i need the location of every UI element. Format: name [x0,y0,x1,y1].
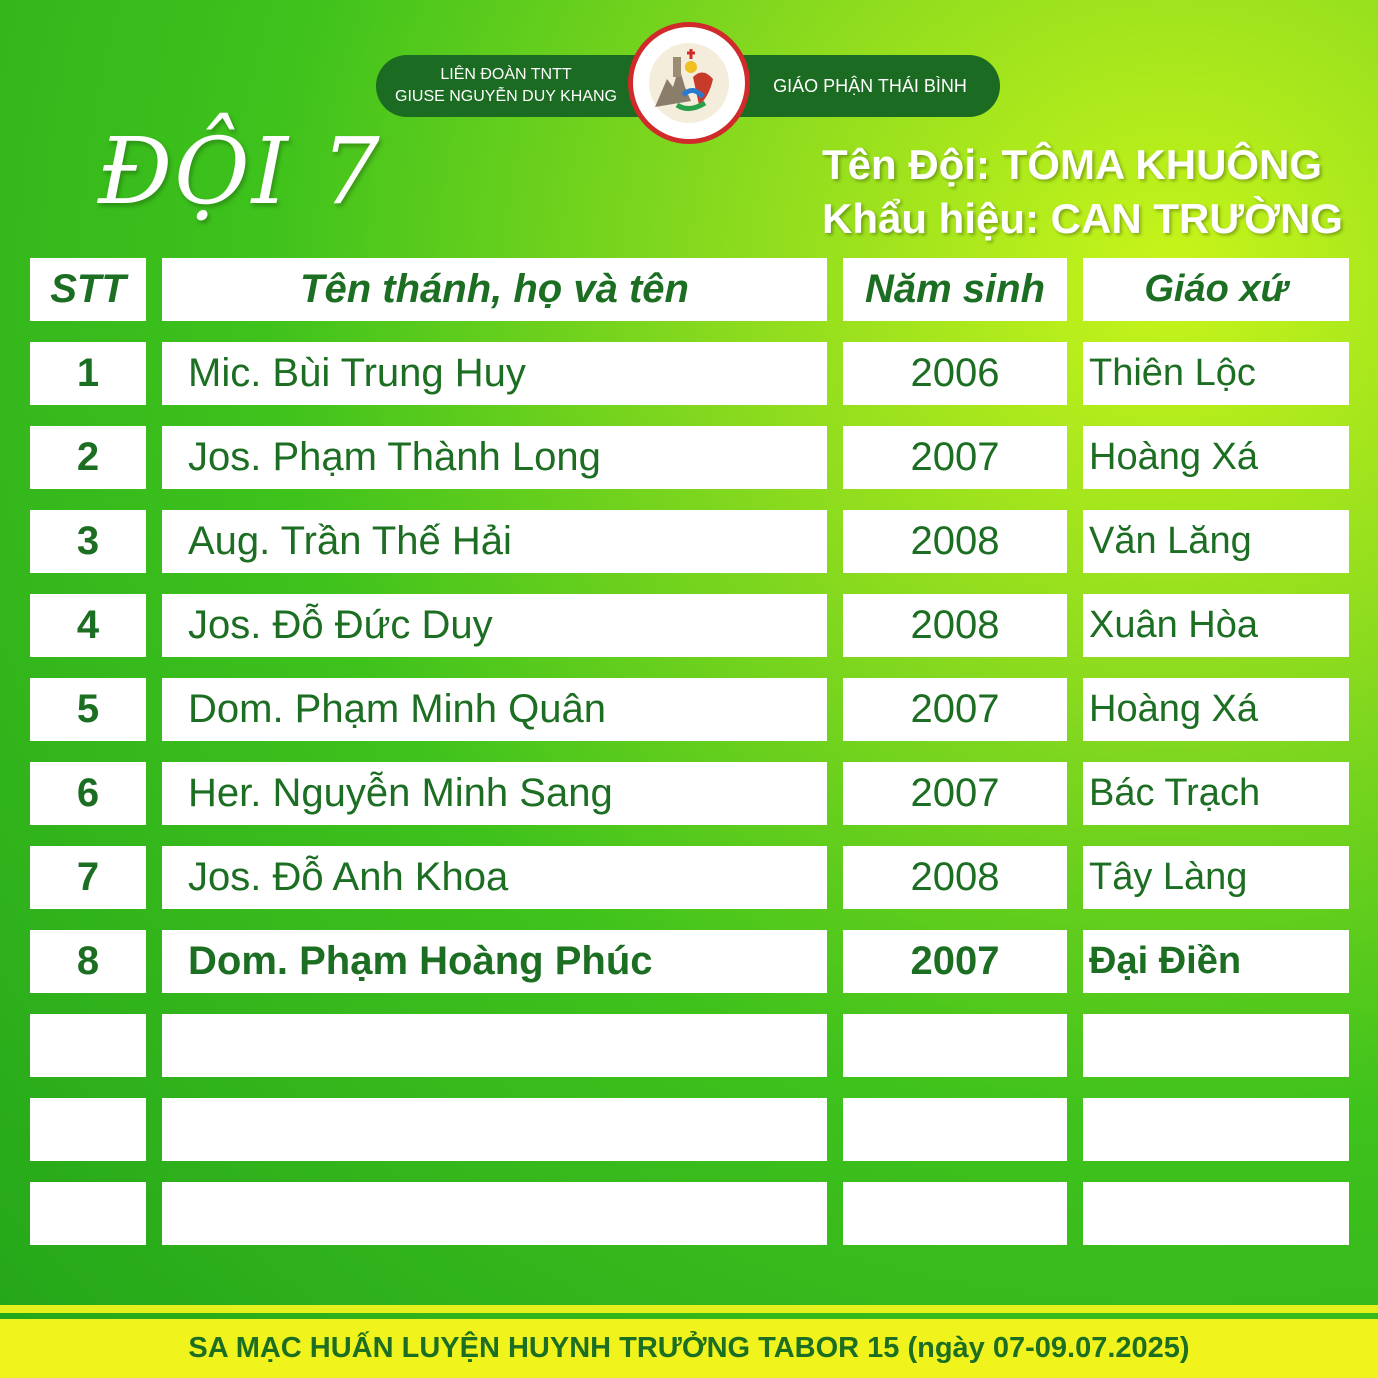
team-title: ĐỘI 7 [98,118,382,225]
row-6-name: Her. Nguyễn Minh Sang [162,762,827,825]
row-8-parish: Đại Điền [1083,930,1349,993]
row-2-stt: 2 [30,426,146,489]
team-motto: Khẩu hiệu: CAN TRƯỜNG [822,195,1343,242]
banner-left-line1: LIÊN ĐOÀN TNTT [440,66,572,83]
header-parish: Giáo xứ [1083,258,1349,321]
row-7-name: Jos. Đỗ Anh Khoa [162,846,827,909]
row-9-stt [30,1014,146,1077]
row-4-name: Jos. Đỗ Đức Duy [162,594,827,657]
row-5-name: Dom. Phạm Minh Quân [162,678,827,741]
banner-right: GIÁO PHẬN THÁI BÌNH [773,75,967,96]
row-11-year [843,1182,1067,1245]
row-11-name [162,1182,827,1245]
row-9-parish [1083,1014,1349,1077]
row-7-year: 2008 [843,846,1067,909]
row-10-name [162,1098,827,1161]
row-9-year [843,1014,1067,1077]
row-5-parish: Hoàng Xá [1083,678,1349,741]
row-5-stt: 5 [30,678,146,741]
row-3-name: Aug. Trần Thế Hải [162,510,827,573]
row-3-parish: Văn Lăng [1083,510,1349,573]
row-4-parish: Xuân Hòa [1083,594,1349,657]
row-6-stt: 6 [30,762,146,825]
row-8-name: Dom. Phạm Hoàng Phúc [162,930,827,993]
row-2-parish: Hoàng Xá [1083,426,1349,489]
row-10-year [843,1098,1067,1161]
team-info [822,138,1343,246]
row-1-name: Mic. Bùi Trung Huy [162,342,827,405]
row-7-parish: Tây Làng [1083,846,1349,909]
diocese-logo [628,22,750,144]
row-1-parish: Thiên Lộc [1083,342,1349,405]
header-year: Năm sinh [843,258,1067,321]
row-11-parish [1083,1182,1349,1245]
row-4-year: 2008 [843,594,1067,657]
row-7-stt: 7 [30,846,146,909]
row-3-stt: 3 [30,510,146,573]
row-5-year: 2007 [843,678,1067,741]
row-8-stt: 8 [30,930,146,993]
footer-divider [0,1305,1378,1313]
row-11-stt [30,1182,146,1245]
row-6-year: 2007 [843,762,1067,825]
logo-emblem-icon [633,27,745,139]
header-stt: STT [30,258,146,321]
row-4-stt: 4 [30,594,146,657]
banner-left [376,64,636,108]
footer-caption: SA MẠC HUẤN LUYỆN HUYNH TRƯỞNG TABOR 15 (ngày 07-09.07.2025) [0,1319,1378,1378]
header-name: Tên thánh, họ và tên [162,258,827,321]
row-2-year: 2007 [843,426,1067,489]
row-1-year: 2006 [843,342,1067,405]
row-2-name: Jos. Phạm Thành Long [162,426,827,489]
row-10-parish [1083,1098,1349,1161]
row-8-year: 2007 [843,930,1067,993]
row-9-name [162,1014,827,1077]
team-name: Tên Đội: TÔMA KHUÔNG [822,141,1323,188]
banner-left-line2: GIUSE NGUYỄN DUY KHANG [395,88,617,105]
row-6-parish: Bác Trạch [1083,762,1349,825]
row-3-year: 2008 [843,510,1067,573]
row-1-stt: 1 [30,342,146,405]
row-10-stt [30,1098,146,1161]
